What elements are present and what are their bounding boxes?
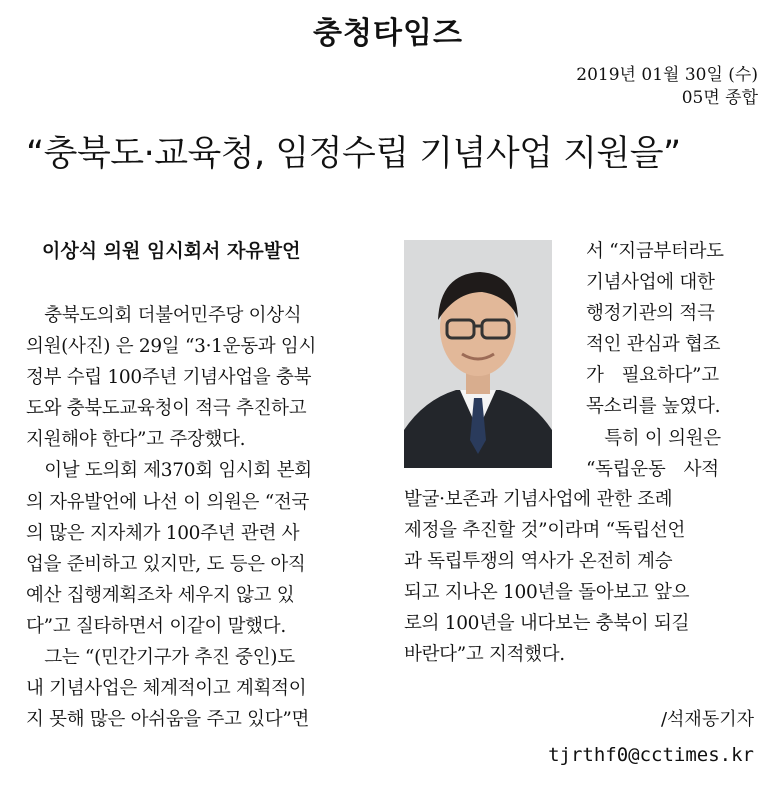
text-line: 업을 준비하고 있지만, 도 등은 아직 xyxy=(26,553,306,575)
text-line: 목소리를 높였다. xyxy=(586,396,721,418)
text-line: 로의 100년을 내다보는 충북이 되길 xyxy=(404,613,690,635)
right-top-column xyxy=(586,236,761,485)
text-line: 서 “지금부터라도 xyxy=(586,241,724,262)
page-section: 05면 종합 xyxy=(681,88,758,108)
text-line: 내 기념사업은 체계적이고 계획적이 xyxy=(26,678,307,700)
text-line: 바란다”고 지적했다. xyxy=(404,644,565,666)
left-column xyxy=(26,300,376,735)
article-headline: “충북도·교육청, 임정수립 기념사업 지원을” xyxy=(26,134,681,174)
text-line: 가 필요하다”고 xyxy=(586,365,719,387)
reporter-email: tjrthf0@cctimes.kr xyxy=(548,744,754,766)
text-line: “독립운동 사적 xyxy=(586,458,719,480)
publication-meta xyxy=(576,64,758,110)
text-line: 의원(사진) 은 29일 “3·1운동과 임시 xyxy=(26,336,317,358)
reporter-byline: /석재동기자 xyxy=(660,709,754,730)
text-line: 그는 “(민간기구가 추진 중인)도 xyxy=(26,647,295,669)
text-line: 도와 충북도교육청이 적극 추진하고 xyxy=(26,398,307,420)
portrait-photo xyxy=(404,240,552,468)
article-subhead: 이상식 의원 임시회서 자유발언 xyxy=(42,240,301,262)
text-line: 충북도의회 더불어민주당 이상식 xyxy=(26,305,302,326)
text-line: 적인 관심과 협조 xyxy=(586,334,721,356)
text-line: 과 독립투쟁의 역사가 온전히 계승 xyxy=(404,551,673,573)
bottom-right-column xyxy=(404,484,764,671)
text-line: 발굴·보존과 기념사업에 관한 조례 xyxy=(404,489,673,510)
portrait-illustration xyxy=(404,240,552,468)
text-line: 행정기관의 적극 xyxy=(586,303,715,325)
publication-date: 2019년 01월 30일 (수) xyxy=(576,65,758,85)
text-line: 지 못해 많은 아쉬움을 주고 있다”면 xyxy=(26,709,310,731)
text-line: 제정을 추진할 것”이라며 “독립선언 xyxy=(404,520,686,542)
text-line: 되고 지나온 100년을 돌아보고 앞으 xyxy=(404,582,690,604)
text-line: 다”고 질타하면서 이같이 말했다. xyxy=(26,615,286,637)
text-line: 기념사업에 대한 xyxy=(586,272,715,294)
text-line: 정부 수립 100주년 기념사업을 충북 xyxy=(26,367,312,389)
text-line: 의 자유발언에 나선 이 의원은 “전국 xyxy=(26,491,310,513)
text-line: 예산 집행계획조차 세우지 않고 있 xyxy=(26,584,295,606)
newspaper-masthead: 충청타임즈 xyxy=(313,16,463,51)
text-line: 이날 도의회 제370회 임시회 본회 xyxy=(26,460,312,482)
text-line: 특히 이 의원은 xyxy=(586,427,721,449)
text-line: 지원해야 한다”고 주장했다. xyxy=(26,429,246,451)
text-line: 의 많은 지자체가 100주년 관련 사 xyxy=(26,522,300,544)
